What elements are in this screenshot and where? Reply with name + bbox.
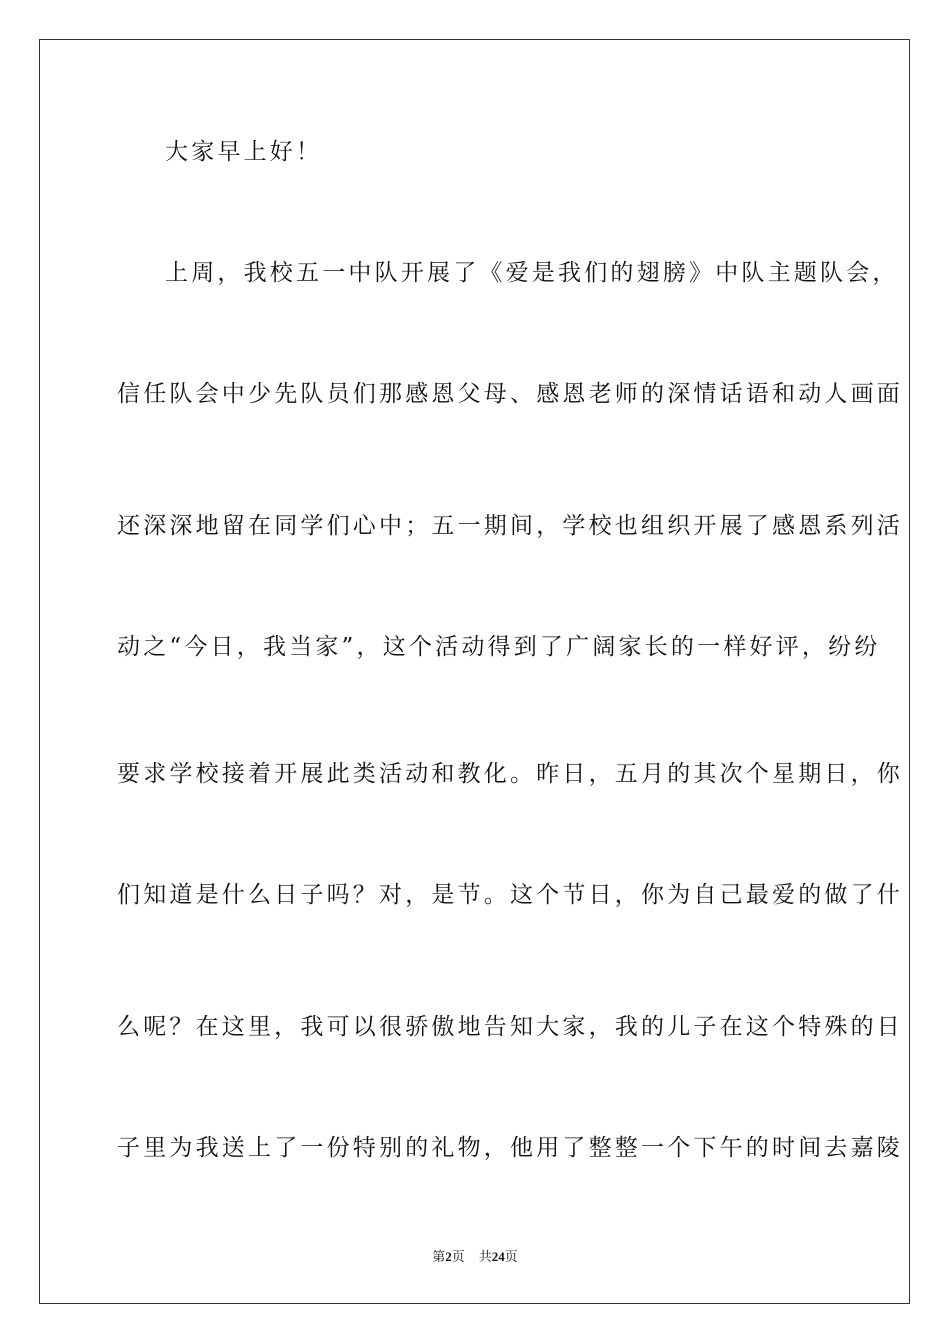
paragraph-line: 动之“今日，我当家”，这个活动得到了广阔家长的一样好评，纷纷 [117, 634, 881, 660]
paragraph-line: 要求学校接着开展此类活动和教化。昨日，五月的其次个星期日，你 [117, 761, 903, 787]
total-label-prefix: 共 [478, 1250, 492, 1265]
page-label-suffix: 页 [451, 1250, 465, 1265]
page-number: 2 [445, 1249, 452, 1264]
paragraph-line: 大家早上好！ [165, 139, 323, 165]
paragraph-line: 么呢？在这里，我可以很骄傲地告知大家，我的儿子在这个特殊的日 [117, 1014, 903, 1040]
paragraph-line: 信任队会中少先队员们那感恩父母、感恩老师的深情话语和动人画面 [117, 381, 903, 407]
paragraph-line: 还深深地留在同学们心中；五一期间，学校也组织开展了感恩系列活 [117, 513, 903, 539]
paragraph-line: 上周，我校五一中队开展了《爱是我们的翅膀》中队主题队会， [165, 260, 899, 286]
paragraph-line: 子里为我送上了一份特别的礼物，他用了整整一个下午的时间去嘉陵 [117, 1135, 903, 1161]
total-label-suffix: 页 [504, 1250, 518, 1265]
paragraph-line: 们知道是什么日子吗？对，是节。这个节日，你为自己最爱的做了什 [117, 882, 903, 908]
total-pages: 24 [491, 1249, 505, 1264]
page-label-prefix: 第 [432, 1250, 446, 1265]
page-footer [0, 1248, 950, 1267]
page-border [39, 39, 910, 1304]
